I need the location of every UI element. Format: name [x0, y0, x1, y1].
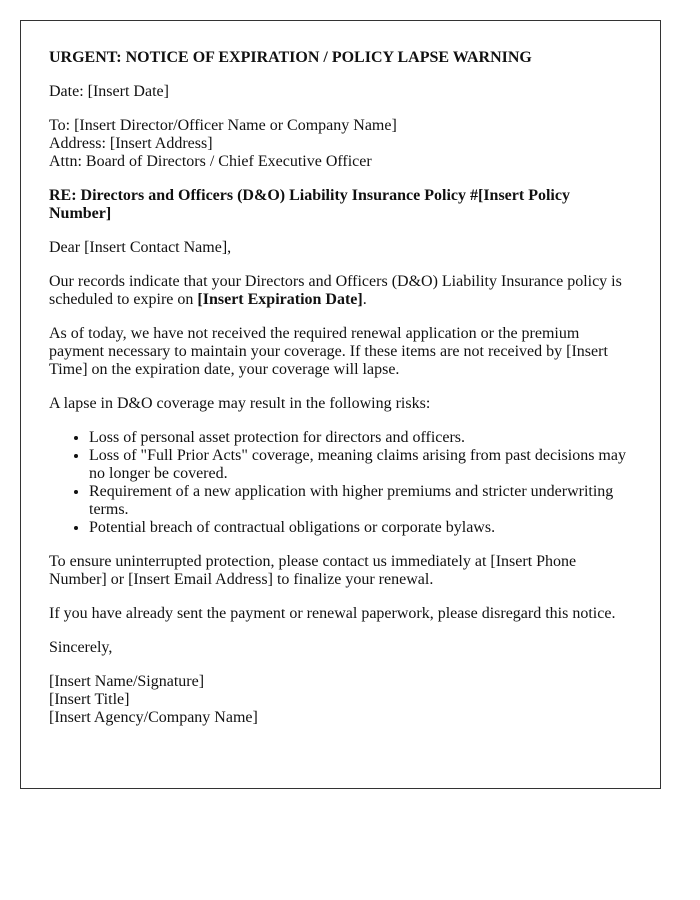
- risk-item: • Requirement of a new application with higher premiums and stricter underwriting terms.: [89, 483, 632, 519]
- risk-item: • Loss of personal asset protection for directors and officers.: [89, 429, 632, 447]
- date-line: Date: [Insert Date]: [49, 83, 169, 100]
- expiration-date-placeholder: [Insert Expiration Date]: [197, 291, 363, 308]
- status-paragraph: As of today, we have not received the required renewal application or the premium payment necessary to maintain your coverage. If these items are not received by [Insert Time] on the expiration date, your coverage will lapse.: [49, 325, 608, 378]
- expiry-paragraph: [49, 273, 632, 309]
- salutation: Dear [Insert Contact Name],: [49, 239, 232, 256]
- expiry-period: .: [362, 291, 367, 308]
- address-block: [49, 117, 632, 171]
- risk-item: • Potential breach of contractual obligations or corporate bylaws.: [89, 519, 632, 537]
- closing: Sincerely,: [49, 639, 113, 656]
- letter-title: URGENT: NOTICE OF EXPIRATION / POLICY LAPSE WARNING: [49, 49, 532, 66]
- risks-intro: A lapse in D&O coverage may result in the following risks:: [49, 395, 431, 412]
- expiry-text: Our records indicate that your Directors and Officers (D&O) Liability Insurance policy is scheduled to expire on: [49, 273, 622, 308]
- notice-letter: [20, 20, 661, 789]
- signer-agency: [Insert Agency/Company Name]: [49, 709, 258, 726]
- risks-list: [49, 429, 632, 537]
- address-line: Address: [Insert Address]: [49, 135, 213, 152]
- recipient-line: To: [Insert Director/Officer Name or Company Name]: [49, 117, 397, 134]
- attention-line: Attn: Board of Directors / Chief Executive Officer: [49, 153, 372, 170]
- signer-name: [Insert Name/Signature]: [49, 673, 205, 690]
- signer-title: [Insert Title]: [49, 691, 130, 708]
- disregard-paragraph: If you have already sent the payment or renewal paperwork, please disregard this notice.: [49, 605, 616, 622]
- risk-item: • Loss of "Full Prior Acts" coverage, meaning claims arising from past decisions may no longer be covered.: [89, 447, 632, 483]
- signature-block: [49, 673, 632, 727]
- subject-line: RE: Directors and Officers (D&O) Liability Insurance Policy #[Insert Policy Number]: [49, 187, 570, 222]
- contact-paragraph: To ensure uninterrupted protection, please contact us immediately at [Insert Phone Number] or [Insert Email Address] to finalize your renewal.: [49, 553, 577, 588]
